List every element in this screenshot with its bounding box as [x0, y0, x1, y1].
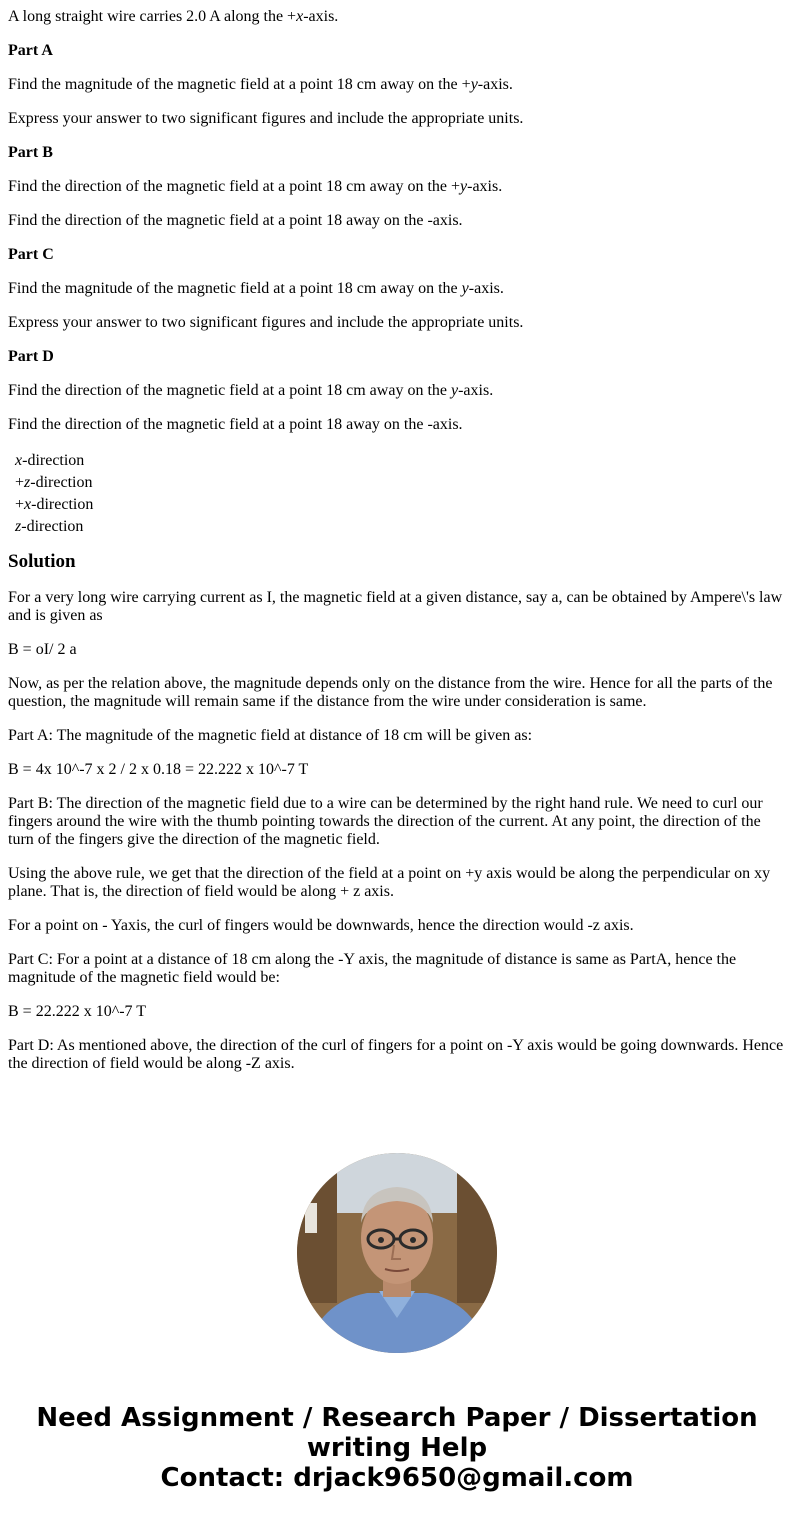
part-d-question-alt: Find the direction of the magnetic field at a point 18 away on the -axis.: [8, 416, 463, 433]
solution-paragraph: Using the above rule, we get that the direction of the field at a point on +y axis would be along the perpendicular on xy plane. That is, the direction of field would be along + z axis.: [8, 865, 771, 900]
promo-banner: [0, 1403, 794, 1493]
solution-paragraph: Part A: The magnitude of the magnetic field at distance of 18 cm will be given as:: [8, 727, 533, 744]
part-b-question-alt: Find the direction of the magnetic field at a point 18 away on the -axis.: [8, 212, 463, 229]
author-avatar: [297, 1153, 497, 1353]
solution-formula: B = oI/ 2 a: [8, 641, 77, 658]
solution-paragraph: Now, as per the relation above, the magnitude depends only on the distance from the wire. Hence for all the parts of the question, the magnitude will remain same if the distance from the wire under consideration is same.: [8, 675, 773, 710]
part-b-heading: Part B: [8, 144, 53, 161]
solution-paragraph: For a point on - Yaxis, the curl of fingers would be downwards, hence the direction would -z axis.: [8, 917, 634, 934]
solution-formula: B = 22.222 x 10^-7 T: [8, 1003, 147, 1020]
promo-line: writing Help: [306, 1433, 488, 1463]
part-c-question: Find the magnitude of the magnetic field at a point 18 cm away on the y-axis.: [8, 280, 504, 297]
solution-paragraph: For a very long wire carrying current as I, the magnetic field at a given distance, say a, can be obtained by Ampere\'s law and is given as: [8, 589, 783, 624]
option-item: +z-direction: [15, 474, 93, 491]
solution-formula: B = 4x 10^-7 x 2 / 2 x 0.18 = 22.222 x 10^-7 T: [8, 761, 309, 778]
part-d-question: Find the direction of the magnetic field at a point 18 cm away on the y-axis.: [8, 382, 494, 399]
part-b-question: Find the direction of the magnetic field at a point 18 cm away on the +y-axis.: [8, 178, 503, 195]
part-d-heading: Part D: [8, 348, 54, 365]
solution-paragraph: Part B: The direction of the magnetic field due to a wire can be determined by the right hand rule. We need to curl our fingers around the wire with the thumb pointing towards the direction of the current. At any point, the direction of the turn of the fingers give the direction of the magnetic field.: [8, 795, 763, 848]
part-a-instruction: Express your answer to two significant figures and include the appropriate units.: [8, 110, 524, 127]
promo-contact: Contact: drjack9650@gmail.com: [160, 1463, 634, 1493]
part-c-heading: Part C: [8, 246, 54, 263]
solution-paragraph: Part D: As mentioned above, the direction of the curl of fingers for a point on -Y axis would be going downwards. Hence the direction of field would be along -Z axis.: [8, 1037, 784, 1072]
solution-paragraph: Part C: For a point at a distance of 18 cm along the -Y axis, the magnitude of distance is same as PartA, hence the magnitude of the magnetic field would be:: [8, 951, 737, 986]
part-a-question: Find the magnitude of the magnetic field at a point 18 cm away on the +y-axis.: [8, 76, 513, 93]
question-intro: A long straight wire carries 2.0 A along the +x-axis.: [8, 8, 339, 25]
option-item: x-direction: [15, 452, 85, 469]
author-portrait-image: [297, 1153, 497, 1353]
part-a-heading: Part A: [8, 42, 53, 59]
promo-line: Need Assignment / Research Paper / Dissertation: [36, 1403, 758, 1433]
direction-options: [8, 450, 786, 538]
option-item: z-direction: [15, 518, 84, 535]
part-c-instruction: Express your answer to two significant figures and include the appropriate units.: [8, 314, 524, 331]
document-body: [8, 8, 786, 1089]
option-item: +x-direction: [15, 496, 94, 513]
solution-heading: Solution: [8, 551, 76, 572]
